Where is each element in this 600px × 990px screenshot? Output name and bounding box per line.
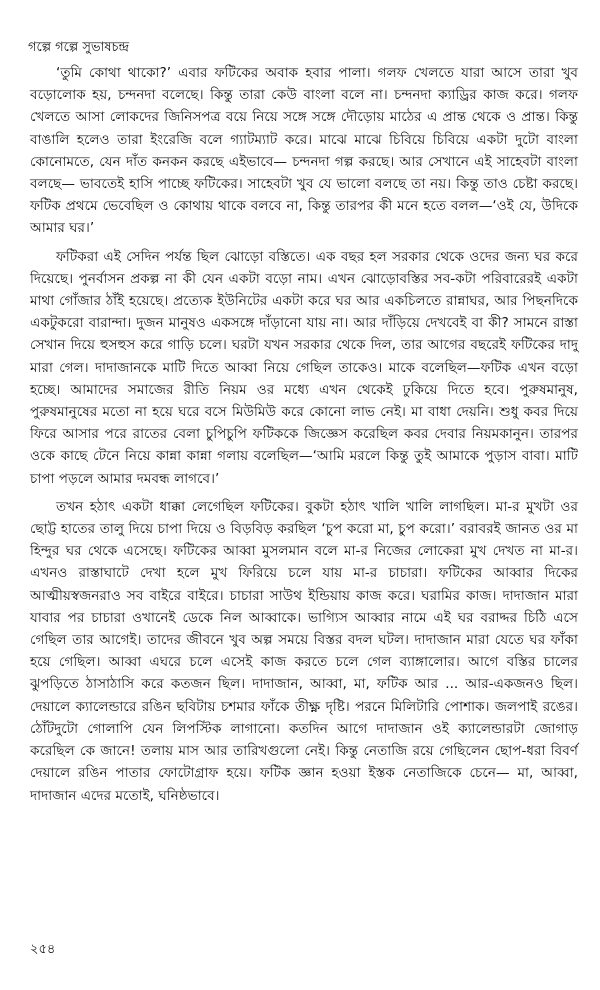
paragraph: ‘তুমি কোথা থাকো?’ এবার ফটিকের অবাক হবার পালা। গলফ খেলতে যারা আসে তারা খুব বড়োলোক হয়, চন্দনদা বলেছে। কিন্তু তারা কেউ বাংলা বলে না। চন্দনদা ক্যাড্রির কাজ করে। গলফ খেলতে আসা লোকদের জিনিসপত্র বয়ে নিয়ে সঙ্গে সঙ্গে দৌড়োয় মাঠের এ প্রান্ত থেকে ও প্রান্ত। কিন্তু বাঙালি হলেও তারা ইংরেজি বলে গ্যাটম্যাট করে। মাঝে মাঝে চিবিয়ে চিবিয়ে একটা দুটো বাংলা কোনোমতে, যেন দাঁত কনকন করছে এইভাবে— চন্দনদা গল্প করছে। আর সেখানে এই সাহেবটা বাংলা বলছে— ভাবতেই হাসি পাচ্ছে ফটিকের। সাহেবটা খুব যে ভালো বলছে তা নয়। কিন্তু তাও চেষ্টা করছে। ফটিক প্রথমে ভেবেছিল ও কোথায় থাকে বলবে না, কিন্তু তারপর কী মনে হতে বলল—‘ওই যে, উদিকে আমার ঘর।’ <box>30 65 578 237</box>
body-text <box>30 62 578 807</box>
paragraph: ফটিকরা এই সেদিন পর্যন্ত ছিল ঝোড়ো বস্তিতে। এক বছর হল সরকার থেকে ওদের জন্য ঘর করে দিয়েছে। পুনর্বাসন প্রকল্প না কী যেন একটা বড়ো নাম। এখন ঝোড়োবস্তির সব-কটা পরিবারেরই একটা মাথা গোঁজার ঠাঁই হয়েছে। প্রত্যেক ইউনিটের একটা করে ঘর আর একচিলতে রান্নাঘর, আর পিছনদিকে একটুকরো বারান্দা। দুজন মানুষও একসঙ্গে দাঁড়ানো যায় না। আর দাঁড়িয়ে দেখবেই বা কী? সামনে রাস্তা সেখান দিয়ে হুসহুস করে গাড়ি চলে। ঘরটা যখন সরকার থেকে দিল, তার আগের বছরেই ফটিকের দাদু মারা গেল। দাদাজানকে মাটি দিতে আব্বা নিয়ে গেছিল তাকেও। মাকে বলেছিল—ফটিক এখন বড়ো হচ্ছে। আমাদের সমাজের রীতি নিয়ম ওর মধ্যে এখন থেকেই ঢুকিয়ে দিতে হবে। পুরুষমানুষ, পুরুষমানুষের মতো না হয়ে ঘরে বসে মিউমিউ করে কোনো লাভ নেই। মা বাধা দেয়নি। শুধু কবর দিয়ে ফিরে আসার পরে রাতের বেলা চুপিচুপি ফটিককে জিজ্ঞেস করেছিল কবর দেবার নিয়মকানুন। তারপর ওকে কাছে টেনে নিয়ে কান্না কান্না গলায় বলেছিল—‘আমি মরলে কিন্তু তুই আমাকে পুড়াস বাবা। মাটি চাপা পড়লে আমার দমবন্ধ লাগবে।’ <box>30 248 578 487</box>
page-number: ২৫৪ <box>30 942 56 957</box>
paragraph: তখন হঠাৎ একটা ধাক্কা লেগেছিল ফটিকের। বুকটা হঠাৎ খালি খালি লাগছিল। মা-র মুখটা ওর ছোট্ট হাতের তালু দিয়ে চাপা দিয়ে ও বিড়বিড় করছিল ‘চুপ করো মা, চুপ করো।’ বরাবরই জানত ওর মা হিন্দুর ঘর থেকে এসেছে। ফটিকের আব্বা মুসলমান বলে মা-র নিজের লোকেরা মুখ দেখত না মা-র। এখনও রাস্তাঘাটে দেখা হলে মুখ ফিরিয়ে চলে যায় মা-র চাচারা। ফটিকের আব্বার দিকের আত্মীয়স্বজনরাও সব বাইরে বাইরে। চাচারা সাউথ ইন্ডিয়ায় কাজ করে। ঘরামির কাজ। দাদাজান মারা যাবার পর চাচারা ওখানেই ডেকে নিল আব্বাকে। ভাগ্যিস আব্বার নামে এই ঘর বরাদ্দর চিঠি এসে গেছিল তার আগেই। তাদের জীবনে খুব অল্প সময়ে বিস্তর বদল ঘটল। দাদাজান মারা যেতে ঘর ফাঁকা হয়ে গেছিল। আব্বা এঘরে চলে এসেই কাজ করতে চলে গেল ব্যাঙ্গালোর। আগে বস্তির চালের ঝুপড়িতে ঠাসাঠাসি করে কতজন ছিল। দাদাজান, আব্বা, মা, ফটিক আর ... আর-একজনও ছিল। দেয়ালে ক্যালেন্ডারে রঙিন ছবিটায় চশমার ফাঁকে তীক্ষ্ণ দৃষ্টি। পরনে মিলিটারি পোশাক। জলপাই রঙের। ঠোঁটদুটো গোলাপি যেন লিপস্টিক লাগানো। কতদিন আগে দাদাজান ওই ক্যালেন্ডারটা জোগাড় করেছিল কে জানে! তলায় মাস আর তারিখগুলো নেই। কিন্তু নেতাজি রয়ে গেছিলেন ছোপ-ধরা বিবর্ণ দেয়ালে রঙিন পাতার ফোটোগ্রাফ হয়ে। ফটিক জ্ঞান হওয়া ইস্তক নেতাজিকে চেনে— মা, আব্বা, দাদাজান এদের মতোই, ঘনিষ্ঠভাবে। <box>30 498 578 804</box>
running-head: গল্পে গল্পে সুভাষচন্দ্র <box>28 40 130 55</box>
